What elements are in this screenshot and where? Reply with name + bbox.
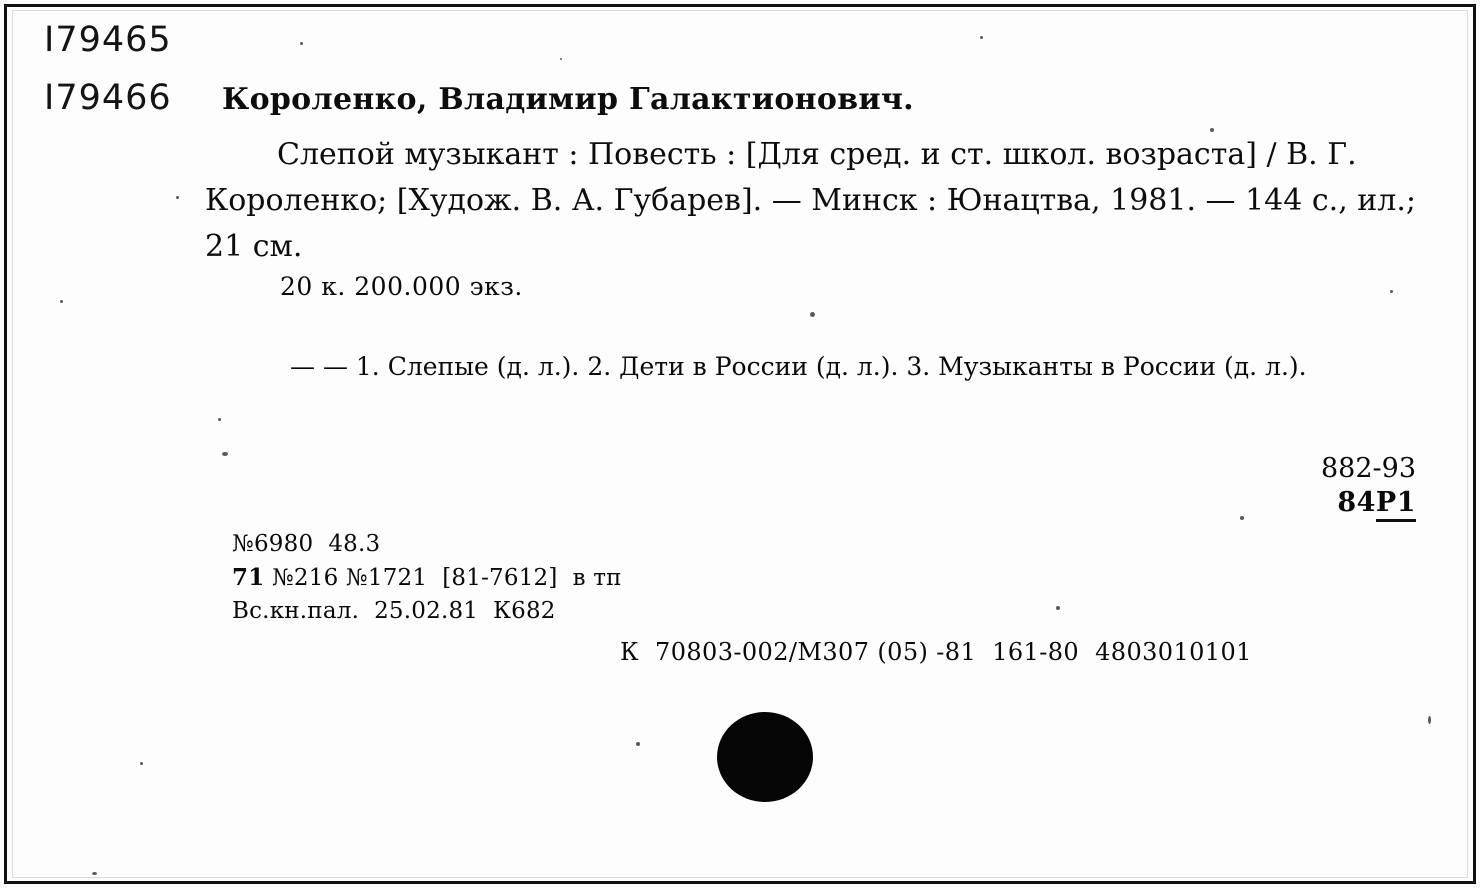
processing-note-line-2 (232, 561, 622, 595)
accession-number-1: I79465 (44, 20, 172, 60)
scan-speck (300, 42, 303, 45)
scan-speck (92, 872, 97, 875)
price-and-print-run: 20 к. 200.000 экз. (280, 272, 523, 301)
scan-speck (176, 196, 179, 199)
bbk-suffix: Р1 (1376, 487, 1416, 522)
scan-speck (1240, 516, 1244, 520)
processing-note-line-1: №6980 48.3 (232, 531, 381, 557)
scan-speck (560, 58, 562, 60)
author-heading: Короленко, Владимир Галактионович. (222, 82, 914, 117)
imprint-code-line: К 70803-002/М307 (05) -81 161-80 4803010101 (620, 638, 1252, 666)
scan-speck (222, 452, 228, 456)
processing-note-lead: 71 (232, 564, 265, 591)
scan-speck (60, 300, 63, 303)
subject-tracings-text: — — 1. Слепые (д. л.). 2. Дети в России (д. л.). 3. Музыканты в России (д. л.). (290, 352, 1307, 381)
scan-speck (1056, 606, 1060, 610)
processing-note-line-2-text: №216 №1721 [81-7612] в тп (271, 565, 622, 591)
scan-speck (810, 312, 815, 317)
scan-speck (980, 36, 983, 39)
scan-speck (1428, 716, 1431, 724)
subject-tracings (218, 348, 1423, 386)
bbk-prefix: 84 (1337, 487, 1376, 518)
accession-number-2: I79466 (44, 78, 172, 118)
scan-speck (218, 418, 221, 421)
ddc-number: 882-93 (1320, 453, 1416, 484)
title-statement-text: Слепой музыкант : Повесть : [Для сред. и ст. школ. возраста] / В. Г. Короленко; [Худож. В. А. Губарев]. — Минск : Юнацтва, 1981. — 144 с., ил.; 21 см. (205, 137, 1416, 264)
title-statement (205, 132, 1420, 270)
scan-speck (140, 762, 143, 765)
punch-hole-mark (717, 712, 813, 802)
bbk-number (1321, 486, 1416, 520)
processing-note-line-3: Вс.кн.пал. 25.02.81 К682 (232, 598, 556, 624)
scan-speck (1210, 128, 1214, 132)
processing-notes (232, 528, 622, 628)
scan-speck (1390, 290, 1393, 293)
classification-block (1321, 452, 1416, 520)
scan-speck (636, 742, 640, 746)
